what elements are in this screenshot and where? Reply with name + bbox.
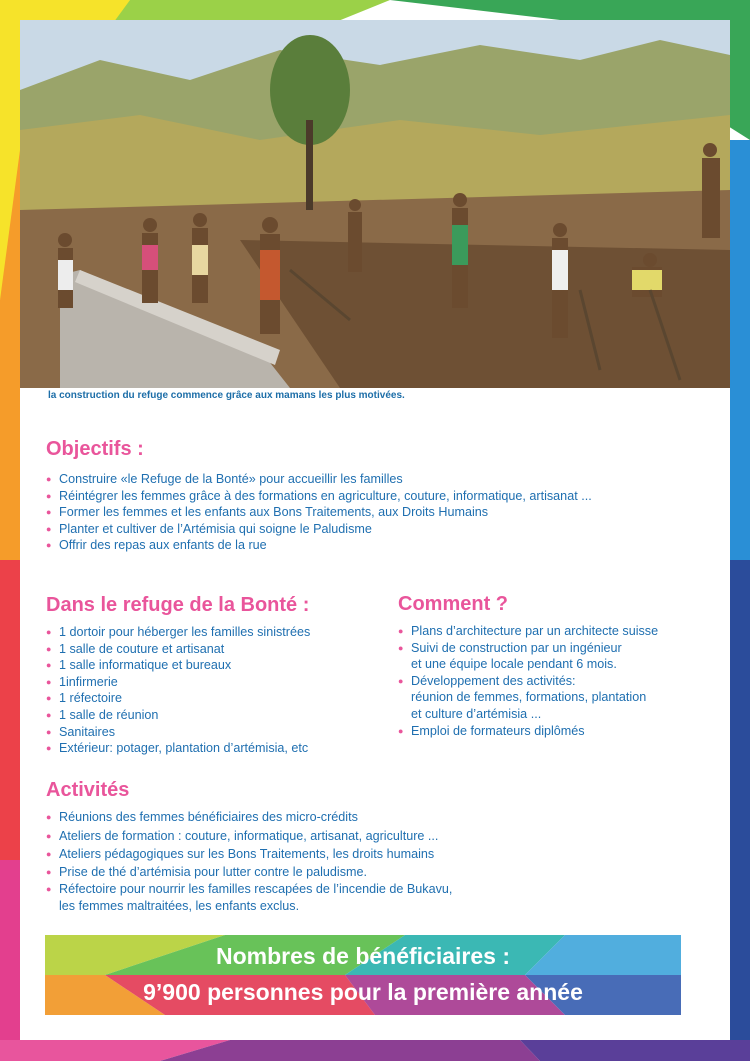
refuge-construction-photo: [20, 20, 730, 388]
list-item: ● 1 salle de couture et artisanat: [46, 641, 386, 658]
activites-list: [46, 809, 696, 915]
banner-value: 9’900 personnes pour la première année: [143, 979, 583, 1005]
list-item: ● Suivi de construction par un ingénieur et une équipe locale pendant 6 mois.: [398, 640, 708, 673]
list-item: ● Offrir des repas aux enfants de la rue: [46, 537, 696, 554]
list-item: ● Ateliers pédagogiques sur les Bons Traitements, les droits humains: [46, 846, 696, 863]
list-item: ● Former les femmes et les enfants aux Bons Traitements, aux Droits Humains: [46, 504, 696, 521]
list-item: ● Réunions des femmes bénéficiaires des micro-crédits: [46, 809, 696, 826]
list-item: ● Développement des activités: réunion de femmes, formations, plantation et culture d’artémisia ...: [398, 673, 708, 723]
activites-heading: Activités: [46, 779, 130, 801]
list-item: ● Ateliers de formation : couture, informatique, artisanat, agriculture ...: [46, 828, 696, 845]
list-item: ● Extérieur: potager, plantation d’artémisia, etc: [46, 740, 386, 757]
objectifs-heading: Objectifs :: [46, 438, 144, 460]
list-item: ● Réfectoire pour nourrir les familles rescapées de l’incendie de Bukavu, les femmes maltraitées, les enfants exclus.: [46, 881, 696, 914]
list-item: ● Réintégrer les femmes grâce à des formations en agriculture, couture, informatique, artisanat ...: [46, 488, 696, 505]
list-item: ● Planter et cultiver de l’Artémisia qui soigne le Paludisme: [46, 521, 696, 538]
objectifs-list: [46, 471, 696, 554]
list-item: ● 1 salle informatique et bureaux: [46, 657, 386, 674]
banner-title: Nombres de bénéficiaires :: [216, 943, 510, 969]
comment-list: [398, 623, 708, 739]
refuge-list: [46, 624, 386, 757]
comment-heading: Comment ?: [398, 593, 508, 615]
list-item: ● 1 salle de réunion: [46, 707, 386, 724]
beneficiaires-banner: [45, 935, 681, 1015]
list-item: ● Sanitaires: [46, 724, 386, 741]
refuge-heading: Dans le refuge de la Bonté :: [46, 594, 310, 616]
list-item: ● Plans d’architecture par un architecte suisse: [398, 623, 708, 640]
list-item: ● Emploi de formateurs diplômés: [398, 723, 708, 740]
list-item: ● Prise de thé d’artémisia pour lutter contre le paludisme.: [46, 864, 696, 881]
list-item: ● 1 réfectoire: [46, 690, 386, 707]
list-item: ● Construire «le Refuge de la Bonté» pour accueillir les familles: [46, 471, 696, 488]
photo-caption: la construction du refuge commence grâce aux mamans les plus motivées.: [48, 390, 405, 401]
list-item: ● 1infirmerie: [46, 674, 386, 691]
list-item: ● 1 dortoir pour héberger les familles sinistrées: [46, 624, 386, 641]
